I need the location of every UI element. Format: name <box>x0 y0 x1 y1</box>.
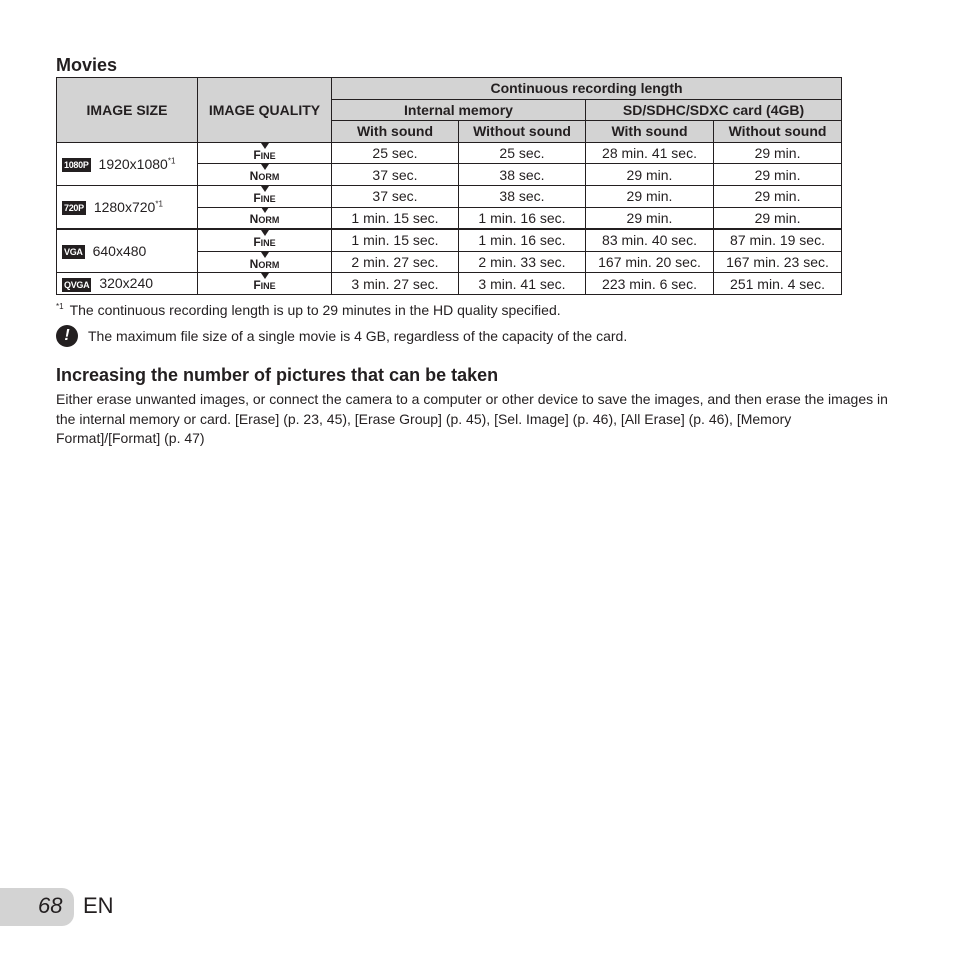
norm-icon-letters: ORM <box>258 259 280 270</box>
footnote-mark: *1 <box>56 302 64 312</box>
fine-quality-icon <box>253 232 275 249</box>
recording-length-cell: 2 min. 33 sec. <box>459 251 586 273</box>
recording-length-cell: 87 min. 19 sec. <box>714 229 842 251</box>
movie-size-icon: VGA <box>64 247 83 258</box>
section-title-movies: Movies <box>56 55 118 75</box>
fine-icon-letters: INE <box>260 281 276 292</box>
header-card-without-sound: Without sound <box>714 121 842 143</box>
image-size-value: 640x480 <box>92 243 147 260</box>
fine-quality-icon <box>253 275 275 292</box>
caution-text: The maximum file size of a single movie is 4 GB, regardless of the capacity of the card. <box>88 328 628 344</box>
caution-note <box>56 325 627 347</box>
footnote-text: The continuous recording length is up to 29 minutes in the HD quality specified. <box>69 302 561 318</box>
footnote <box>56 302 561 318</box>
image-size-cell <box>57 273 198 295</box>
page-number: 68 <box>38 893 63 918</box>
recording-length-cell: 38 sec. <box>459 185 586 207</box>
header-internal-with-sound: With sound <box>332 121 459 143</box>
fine-icon-letter: F <box>253 278 261 293</box>
recording-length-cell: 167 min. 23 sec. <box>714 251 842 273</box>
recording-length-cell: 28 min. 41 sec. <box>586 142 714 164</box>
section-title-increase: Increasing the number of pictures that can be taken <box>56 365 499 385</box>
recording-length-cell: 37 sec. <box>332 164 459 186</box>
table-row <box>57 273 842 295</box>
table-row <box>57 229 842 251</box>
recording-length-cell: 1 min. 16 sec. <box>459 207 586 229</box>
recording-length-cell: 1 min. 15 sec. <box>332 207 459 229</box>
movie-size-icon: QVGA <box>64 279 90 290</box>
recording-length-cell: 29 min. <box>714 207 842 229</box>
header-card: SD/SDHC/SDXC card (4GB) <box>586 99 842 121</box>
table-row <box>57 185 842 207</box>
fine-icon-letters: INE <box>260 193 276 204</box>
image-size-value: 1920x1080 <box>98 155 168 172</box>
recording-length-cell: 3 min. 27 sec. <box>332 273 459 295</box>
increase-paragraph: Either erase unwanted images, or connect the camera to a computer or other device to save the images, and then erase the images in the internal memory or card. [Erase] (p. 23, 45), [Erase Group] (p. 45), [Sel. Image] (p. 46), [All Erase] (p. 46), [Memory Format]/[Format] (p. 47) <box>56 391 888 446</box>
recording-length-cell: 38 sec. <box>459 164 586 186</box>
header-continuous-length: Continuous recording length <box>332 78 842 100</box>
fine-icon-letter: F <box>253 147 261 162</box>
recording-length-cell: 223 min. 6 sec. <box>586 273 714 295</box>
header-image-quality: IMAGE QUALITY <box>198 78 332 143</box>
norm-icon-letter: N <box>249 169 259 184</box>
fine-quality-cell <box>198 229 332 251</box>
recording-length-cell: 37 sec. <box>332 185 459 207</box>
image-size-value: 1280x720 <box>93 198 156 215</box>
page-language: EN <box>83 893 114 918</box>
fine-quality-cell <box>198 142 332 164</box>
norm-quality-cell <box>198 207 332 229</box>
norm-icon-letters: ORM <box>258 215 280 226</box>
fine-quality-icon <box>253 188 275 205</box>
recording-length-table <box>56 77 842 295</box>
caution-icon: ! <box>56 325 78 347</box>
image-size-cell <box>57 229 198 273</box>
fine-icon-letter: F <box>253 190 261 205</box>
recording-length-cell: 29 min. <box>714 142 842 164</box>
norm-icon-letters: ORM <box>258 172 280 183</box>
image-size-cell <box>57 185 198 229</box>
recording-length-cell: 29 min. <box>714 185 842 207</box>
norm-icon-letter: N <box>249 256 259 271</box>
norm-icon-letter: N <box>249 212 259 227</box>
norm-quality-icon <box>250 209 280 226</box>
norm-quality-icon <box>250 254 280 271</box>
header-card-with-sound: With sound <box>586 121 714 143</box>
recording-length-cell: 3 min. 41 sec. <box>459 273 586 295</box>
recording-length-cell: 83 min. 40 sec. <box>586 229 714 251</box>
norm-quality-icon <box>250 166 280 183</box>
recording-length-cell: 29 min. <box>586 207 714 229</box>
image-size-value: 320x240 <box>99 275 154 292</box>
recording-length-cell: 29 min. <box>586 185 714 207</box>
fine-quality-cell <box>198 273 332 295</box>
norm-quality-cell <box>198 251 332 273</box>
footnote-ref: *1 <box>155 199 163 209</box>
footnote-ref: *1 <box>167 156 176 166</box>
recording-length-cell: 25 sec. <box>459 142 586 164</box>
recording-length-cell: 2 min. 27 sec. <box>332 251 459 273</box>
page-number-tab <box>0 888 74 926</box>
recording-length-cell: 251 min. 4 sec. <box>714 273 842 295</box>
movie-size-icon: 1080P <box>64 160 89 171</box>
recording-length-cell: 29 min. <box>714 164 842 186</box>
header-internal-without-sound: Without sound <box>459 121 586 143</box>
recording-length-cell: 167 min. 20 sec. <box>586 251 714 273</box>
norm-quality-cell <box>198 164 332 186</box>
table-row <box>57 142 842 164</box>
header-image-size: IMAGE SIZE <box>57 78 198 143</box>
fine-icon-letters: INE <box>260 237 276 248</box>
movie-size-icon: 720P <box>64 203 84 214</box>
fine-icon-letters: INE <box>260 150 276 161</box>
fine-quality-cell <box>198 185 332 207</box>
recording-length-cell: 29 min. <box>586 164 714 186</box>
fine-quality-icon <box>253 145 275 162</box>
header-internal-memory: Internal memory <box>332 99 586 121</box>
recording-length-cell: 1 min. 15 sec. <box>332 229 459 251</box>
image-size-cell <box>57 142 198 185</box>
recording-length-cell: 25 sec. <box>332 142 459 164</box>
fine-icon-letter: F <box>253 234 261 249</box>
recording-length-cell: 1 min. 16 sec. <box>459 229 586 251</box>
